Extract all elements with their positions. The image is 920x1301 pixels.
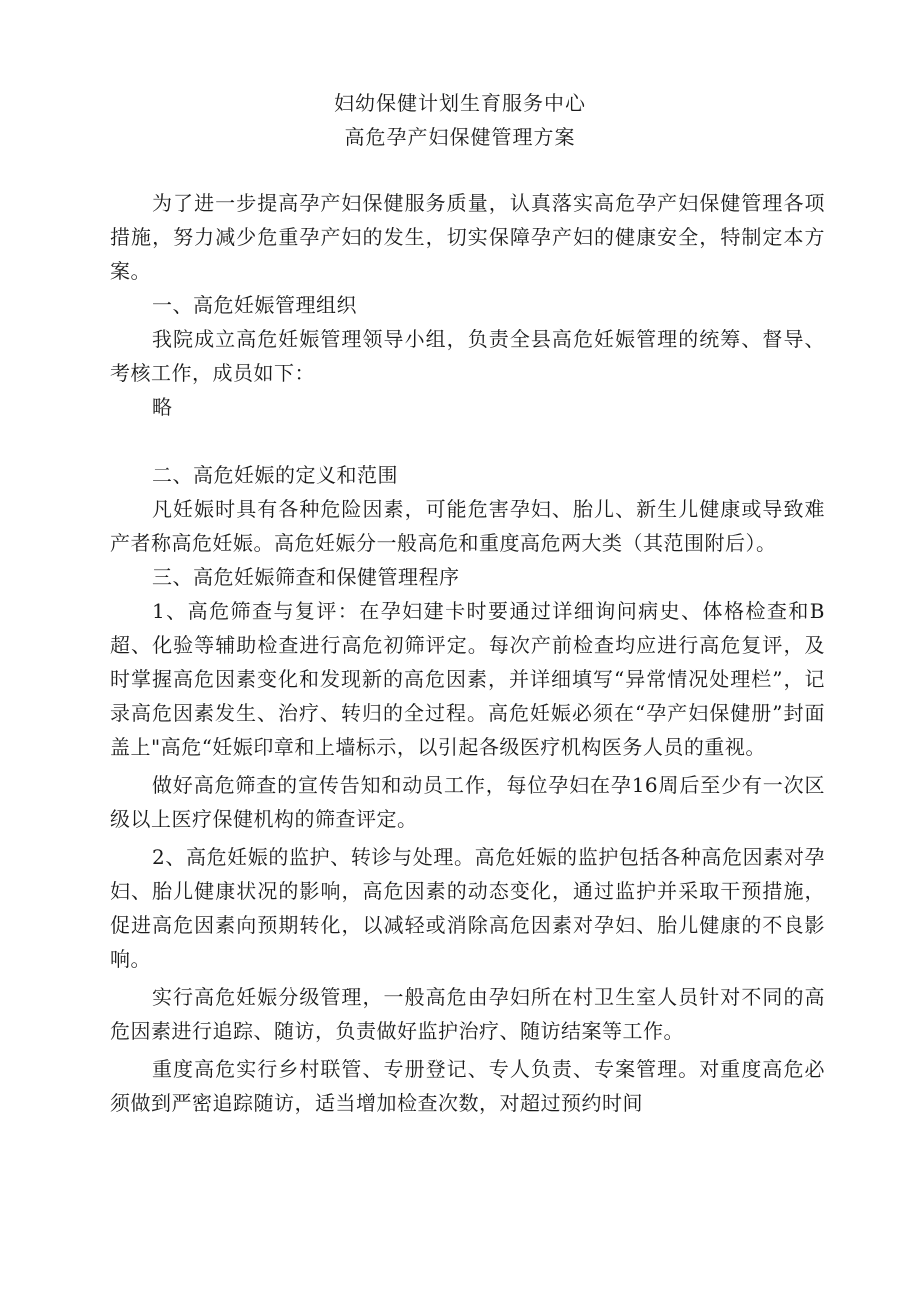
document-body — [110, 186, 825, 1120]
org-title: 妇幼保健计划生育服务中心 — [334, 91, 586, 115]
paragraph-screening: 1、高危筛查与复评：在孕妇建卡时要通过详细询问病史、体格检查和B超、化验等辅助检查进行高危初筛评定。每次产前检查均应进行高危复评，及时掌握高危因素变化和发现新的高危因素，并详细填写“异常情况处理栏”，记录高危因素发生、治疗、转归的全过程。高危妊娠必须在“孕产妇保健册”封面盖上"高危“妊娠印章和上墙标示，以引起各级医疗机构医务人员的重视。 — [110, 599, 825, 759]
paragraph-severe-risk: 重度高危实行乡村联管、专册登记、专人负责、专案管理。对重度高危必须做到严密追踪随访，适当增加检查次数，对超过预约时间 — [110, 1057, 825, 1115]
title-block — [0, 86, 920, 154]
paragraph-graded-management: 实行高危妊娠分级管理，一般高危由孕妇所在村卫生室人员针对不同的高危因素进行追踪、随访，负责做好监护治疗、随访结案等工作。 — [110, 985, 825, 1043]
section-heading-2: 二、高危妊娠的定义和范围 — [152, 463, 398, 487]
paragraph-publicity: 做好高危筛查的宣传告知和动员工作，每位孕妇在孕16周后至少有一次区级以上医疗保健机构的筛查评定。 — [110, 773, 825, 831]
section-heading-1: 一、高危妊娠管理组织 — [152, 293, 357, 317]
section-heading-3: 三、高危妊娠筛查和保健管理程序 — [152, 565, 460, 589]
paragraph-omitted: 略 — [152, 395, 173, 419]
paragraph-definition: 凡妊娠时具有各种危险因素，可能危害孕妇、胎儿、新生儿健康或导致难产者称高危妊娠。高危妊娠分一般高危和重度高危两大类（其范围附后）。 — [110, 497, 825, 555]
paragraph-monitoring: 2、高危妊娠的监护、转诊与处理。高危妊娠的监护包括各种高危因素对孕妇、胎儿健康状况的影响，高危因素的动态变化，通过监护并采取干预措施，促进高危因素向预期转化，以减轻或消除高危因素对孕妇、胎儿健康的不良影响。 — [110, 845, 825, 971]
intro-paragraph: 为了进一步提高孕产妇保健服务质量，认真落实高危孕产妇保健管理各项措施，努力减少危重孕产妇的发生，切实保障孕产妇的健康安全，特制定本方案。 — [110, 191, 825, 283]
document-title: 高危孕产妇保健管理方案 — [344, 125, 576, 149]
paragraph-organization: 我院成立高危妊娠管理领导小组，负责全县高危妊娠管理的统筹、督导、考核工作，成员如下： — [110, 327, 825, 385]
